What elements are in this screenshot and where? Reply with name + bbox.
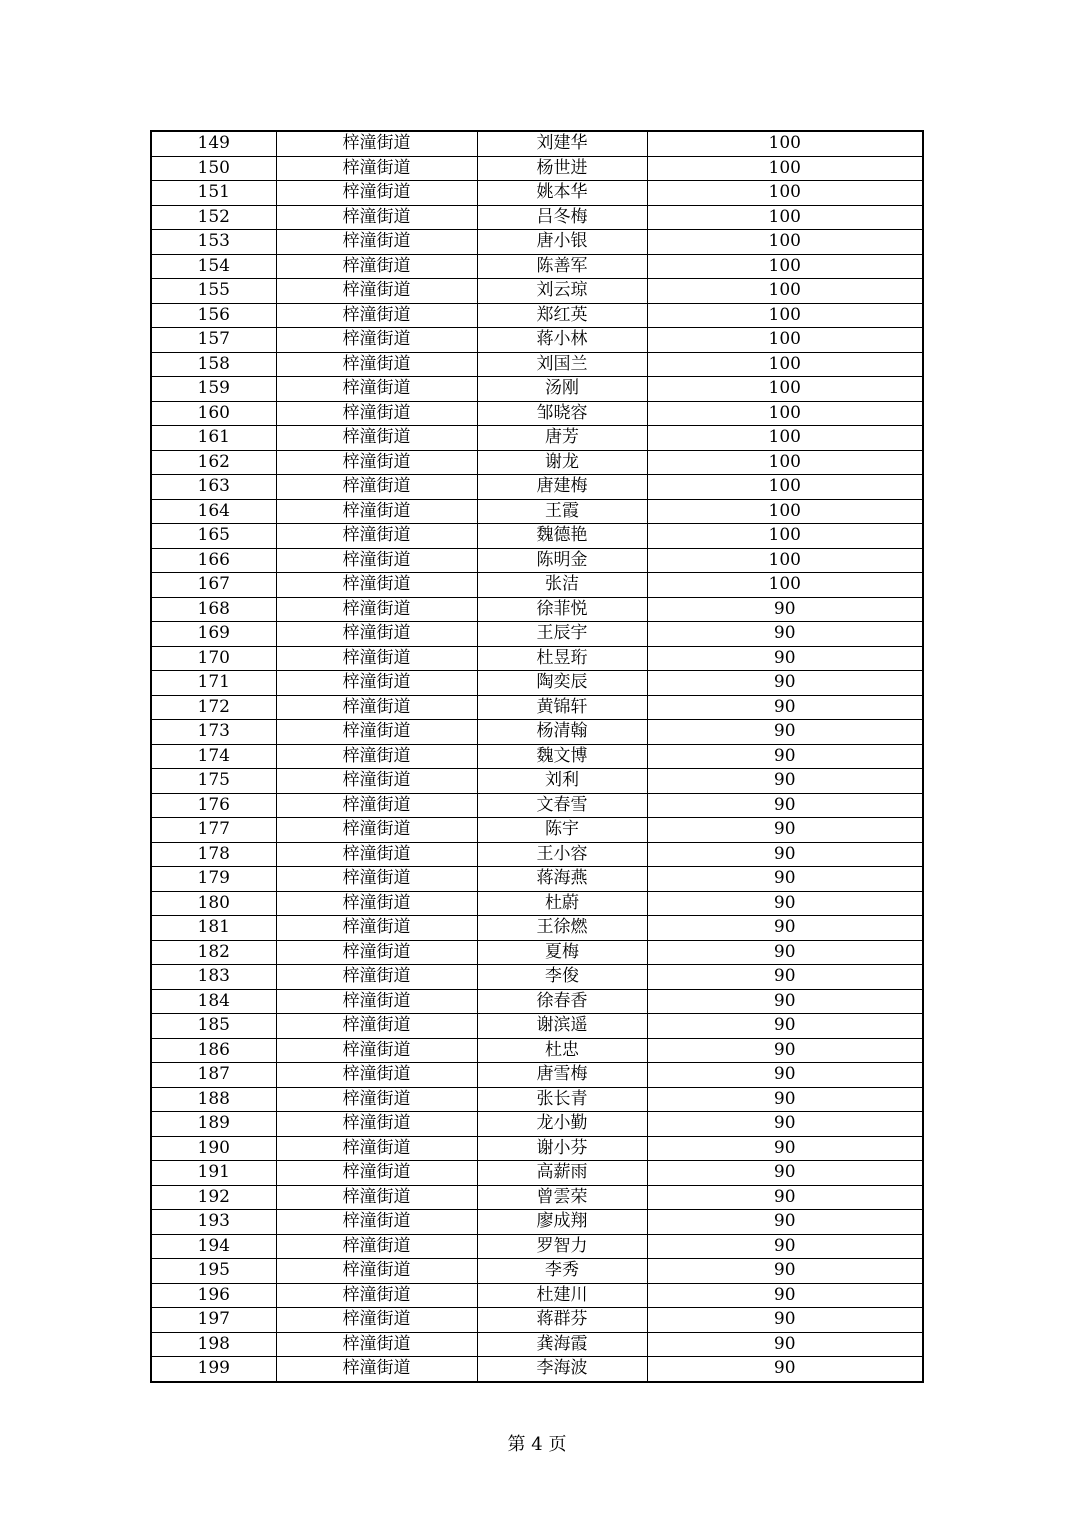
- name-cell: 刘云琼: [477, 279, 647, 304]
- table-row: [151, 916, 923, 941]
- amount-cell: 90: [647, 1283, 923, 1308]
- street-cell: 梓潼街道: [276, 352, 477, 377]
- name-cell: 蒋群芬: [477, 1308, 647, 1333]
- name-cell: 谢龙: [477, 450, 647, 475]
- name-cell: 徐春香: [477, 989, 647, 1014]
- row-number-cell: 151: [151, 181, 276, 206]
- name-cell: 杜蔚: [477, 891, 647, 916]
- amount-cell: 90: [647, 597, 923, 622]
- street-cell: 梓潼街道: [276, 1332, 477, 1357]
- name-cell: 魏德艳: [477, 524, 647, 549]
- name-cell: 李海波: [477, 1357, 647, 1382]
- street-cell: 梓潼街道: [276, 254, 477, 279]
- row-number-cell: 194: [151, 1234, 276, 1259]
- street-cell: 梓潼街道: [276, 1136, 477, 1161]
- amount-cell: 100: [647, 352, 923, 377]
- name-cell: 李俊: [477, 965, 647, 990]
- row-number-cell: 168: [151, 597, 276, 622]
- row-number-cell: 159: [151, 377, 276, 402]
- name-cell: 吕冬梅: [477, 205, 647, 230]
- row-number-cell: 199: [151, 1357, 276, 1382]
- street-cell: 梓潼街道: [276, 1087, 477, 1112]
- table-row: [151, 352, 923, 377]
- amount-cell: 100: [647, 279, 923, 304]
- street-cell: 梓潼街道: [276, 475, 477, 500]
- row-number-cell: 196: [151, 1283, 276, 1308]
- row-number-cell: 184: [151, 989, 276, 1014]
- street-cell: 梓潼街道: [276, 867, 477, 892]
- row-number-cell: 181: [151, 916, 276, 941]
- street-cell: 梓潼街道: [276, 499, 477, 524]
- street-cell: 梓潼街道: [276, 573, 477, 598]
- row-number-cell: 182: [151, 940, 276, 965]
- street-cell: 梓潼街道: [276, 279, 477, 304]
- amount-cell: 90: [647, 1161, 923, 1186]
- name-cell: 黄锦轩: [477, 695, 647, 720]
- table-row: [151, 1087, 923, 1112]
- table-row: [151, 1234, 923, 1259]
- table-row: [151, 524, 923, 549]
- table-row: [151, 1185, 923, 1210]
- amount-cell: 100: [647, 426, 923, 451]
- name-cell: 王小容: [477, 842, 647, 867]
- row-number-cell: 177: [151, 818, 276, 843]
- street-cell: 梓潼街道: [276, 131, 477, 156]
- table-row: [151, 1136, 923, 1161]
- amount-cell: 100: [647, 181, 923, 206]
- table-row: [151, 156, 923, 181]
- name-cell: 张洁: [477, 573, 647, 598]
- name-cell: 邹晓容: [477, 401, 647, 426]
- street-cell: 梓潼街道: [276, 426, 477, 451]
- name-cell: 曾雲荣: [477, 1185, 647, 1210]
- amount-cell: 90: [647, 842, 923, 867]
- row-number-cell: 179: [151, 867, 276, 892]
- row-number-cell: 174: [151, 744, 276, 769]
- amount-cell: 90: [647, 769, 923, 794]
- table-row: [151, 426, 923, 451]
- amount-cell: 90: [647, 916, 923, 941]
- row-number-cell: 195: [151, 1259, 276, 1284]
- table-row: [151, 1357, 923, 1382]
- table-row: [151, 1308, 923, 1333]
- amount-cell: 100: [647, 450, 923, 475]
- name-cell: 姚本华: [477, 181, 647, 206]
- table-row: [151, 573, 923, 598]
- street-cell: 梓潼街道: [276, 1210, 477, 1235]
- row-number-cell: 150: [151, 156, 276, 181]
- table-row: [151, 1038, 923, 1063]
- table-row: [151, 1014, 923, 1039]
- amount-cell: 90: [647, 695, 923, 720]
- table-row: [151, 475, 923, 500]
- table-row: [151, 891, 923, 916]
- street-cell: 梓潼街道: [276, 965, 477, 990]
- table-row: [151, 450, 923, 475]
- street-cell: 梓潼街道: [276, 1063, 477, 1088]
- table-row: [151, 1063, 923, 1088]
- table-row: [151, 989, 923, 1014]
- row-number-cell: 190: [151, 1136, 276, 1161]
- row-number-cell: 154: [151, 254, 276, 279]
- table-row: [151, 279, 923, 304]
- name-cell: 唐建梅: [477, 475, 647, 500]
- street-cell: 梓潼街道: [276, 891, 477, 916]
- table-row: [151, 1161, 923, 1186]
- table-row: [151, 1259, 923, 1284]
- row-number-cell: 176: [151, 793, 276, 818]
- amount-cell: 100: [647, 156, 923, 181]
- amount-cell: 100: [647, 548, 923, 573]
- name-cell: 唐雪梅: [477, 1063, 647, 1088]
- table-row: [151, 401, 923, 426]
- street-cell: 梓潼街道: [276, 1283, 477, 1308]
- row-number-cell: 186: [151, 1038, 276, 1063]
- amount-cell: 90: [647, 818, 923, 843]
- row-number-cell: 170: [151, 646, 276, 671]
- table-row: [151, 793, 923, 818]
- row-number-cell: 193: [151, 1210, 276, 1235]
- amount-cell: 90: [647, 989, 923, 1014]
- amount-cell: 90: [647, 1112, 923, 1137]
- street-cell: 梓潼街道: [276, 842, 477, 867]
- row-number-cell: 198: [151, 1332, 276, 1357]
- table-row: [151, 769, 923, 794]
- row-number-cell: 158: [151, 352, 276, 377]
- name-cell: 谢滨遥: [477, 1014, 647, 1039]
- name-cell: 谢小芬: [477, 1136, 647, 1161]
- row-number-cell: 178: [151, 842, 276, 867]
- table-row: [151, 328, 923, 353]
- row-number-cell: 149: [151, 131, 276, 156]
- amount-cell: 90: [647, 1038, 923, 1063]
- name-cell: 刘建华: [477, 131, 647, 156]
- row-number-cell: 180: [151, 891, 276, 916]
- table-row: [151, 303, 923, 328]
- row-number-cell: 171: [151, 671, 276, 696]
- name-cell: 蒋海燕: [477, 867, 647, 892]
- amount-cell: 90: [647, 622, 923, 647]
- table-row: [151, 548, 923, 573]
- amount-cell: 90: [647, 940, 923, 965]
- table-row: [151, 695, 923, 720]
- street-cell: 梓潼街道: [276, 401, 477, 426]
- street-cell: 梓潼街道: [276, 524, 477, 549]
- street-cell: 梓潼街道: [276, 597, 477, 622]
- amount-cell: 100: [647, 254, 923, 279]
- name-cell: 杜建川: [477, 1283, 647, 1308]
- name-cell: 杜昱珩: [477, 646, 647, 671]
- table-row: [151, 254, 923, 279]
- table-row: [151, 181, 923, 206]
- row-number-cell: 153: [151, 230, 276, 255]
- row-number-cell: 167: [151, 573, 276, 598]
- amount-cell: 90: [647, 867, 923, 892]
- name-cell: 汤刚: [477, 377, 647, 402]
- table-row: [151, 744, 923, 769]
- row-number-cell: 173: [151, 720, 276, 745]
- name-cell: 刘利: [477, 769, 647, 794]
- amount-cell: 90: [647, 1014, 923, 1039]
- name-cell: 唐芳: [477, 426, 647, 451]
- amount-cell: 90: [647, 1259, 923, 1284]
- street-cell: 梓潼街道: [276, 328, 477, 353]
- data-table: [150, 130, 924, 1383]
- amount-cell: 90: [647, 1210, 923, 1235]
- amount-cell: 90: [647, 744, 923, 769]
- amount-cell: 100: [647, 524, 923, 549]
- street-cell: 梓潼街道: [276, 1014, 477, 1039]
- street-cell: 梓潼街道: [276, 646, 477, 671]
- amount-cell: 90: [647, 793, 923, 818]
- name-cell: 杨世进: [477, 156, 647, 181]
- table-row: [151, 818, 923, 843]
- page-number: 第 4 页: [507, 1434, 567, 1455]
- row-number-cell: 161: [151, 426, 276, 451]
- table-row: [151, 646, 923, 671]
- row-number-cell: 197: [151, 1308, 276, 1333]
- street-cell: 梓潼街道: [276, 720, 477, 745]
- row-number-cell: 187: [151, 1063, 276, 1088]
- street-cell: 梓潼街道: [276, 818, 477, 843]
- amount-cell: 100: [647, 377, 923, 402]
- street-cell: 梓潼街道: [276, 156, 477, 181]
- street-cell: 梓潼街道: [276, 450, 477, 475]
- table-row: [151, 205, 923, 230]
- amount-cell: 90: [647, 720, 923, 745]
- row-number-cell: 165: [151, 524, 276, 549]
- amount-cell: 100: [647, 205, 923, 230]
- table-row: [151, 1332, 923, 1357]
- street-cell: 梓潼街道: [276, 1234, 477, 1259]
- name-cell: 唐小银: [477, 230, 647, 255]
- street-cell: 梓潼街道: [276, 769, 477, 794]
- street-cell: 梓潼街道: [276, 671, 477, 696]
- amount-cell: 100: [647, 499, 923, 524]
- street-cell: 梓潼街道: [276, 1259, 477, 1284]
- name-cell: 刘国兰: [477, 352, 647, 377]
- street-cell: 梓潼街道: [276, 1185, 477, 1210]
- table-row: [151, 131, 923, 156]
- amount-cell: 100: [647, 401, 923, 426]
- amount-cell: 100: [647, 573, 923, 598]
- table-body: [151, 131, 923, 1382]
- name-cell: 文春雪: [477, 793, 647, 818]
- row-number-cell: 185: [151, 1014, 276, 1039]
- name-cell: 王辰宇: [477, 622, 647, 647]
- street-cell: 梓潼街道: [276, 303, 477, 328]
- row-number-cell: 156: [151, 303, 276, 328]
- street-cell: 梓潼街道: [276, 230, 477, 255]
- row-number-cell: 188: [151, 1087, 276, 1112]
- row-number-cell: 175: [151, 769, 276, 794]
- street-cell: 梓潼街道: [276, 1161, 477, 1186]
- street-cell: 梓潼街道: [276, 205, 477, 230]
- amount-cell: 90: [647, 1332, 923, 1357]
- street-cell: 梓潼街道: [276, 1112, 477, 1137]
- name-cell: 徐菲悦: [477, 597, 647, 622]
- table-row: [151, 867, 923, 892]
- name-cell: 陈明金: [477, 548, 647, 573]
- street-cell: 梓潼街道: [276, 622, 477, 647]
- street-cell: 梓潼街道: [276, 744, 477, 769]
- table-row: [151, 1112, 923, 1137]
- row-number-cell: 169: [151, 622, 276, 647]
- name-cell: 高薪雨: [477, 1161, 647, 1186]
- table-row: [151, 597, 923, 622]
- row-number-cell: 157: [151, 328, 276, 353]
- row-number-cell: 163: [151, 475, 276, 500]
- amount-cell: 100: [647, 475, 923, 500]
- row-number-cell: 155: [151, 279, 276, 304]
- row-number-cell: 172: [151, 695, 276, 720]
- name-cell: 廖成翔: [477, 1210, 647, 1235]
- table-row: [151, 965, 923, 990]
- amount-cell: 90: [647, 965, 923, 990]
- row-number-cell: 162: [151, 450, 276, 475]
- amount-cell: 90: [647, 1308, 923, 1333]
- name-cell: 杜忠: [477, 1038, 647, 1063]
- name-cell: 龙小勤: [477, 1112, 647, 1137]
- table-row: [151, 671, 923, 696]
- amount-cell: 90: [647, 1185, 923, 1210]
- street-cell: 梓潼街道: [276, 989, 477, 1014]
- row-number-cell: 164: [151, 499, 276, 524]
- name-cell: 杨清翰: [477, 720, 647, 745]
- street-cell: 梓潼街道: [276, 377, 477, 402]
- table-row: [151, 499, 923, 524]
- amount-cell: 90: [647, 1087, 923, 1112]
- name-cell: 魏文博: [477, 744, 647, 769]
- row-number-cell: 152: [151, 205, 276, 230]
- row-number-cell: 183: [151, 965, 276, 990]
- name-cell: 王徐燃: [477, 916, 647, 941]
- name-cell: 蒋小林: [477, 328, 647, 353]
- street-cell: 梓潼街道: [276, 940, 477, 965]
- street-cell: 梓潼街道: [276, 548, 477, 573]
- amount-cell: 90: [647, 1136, 923, 1161]
- amount-cell: 90: [647, 646, 923, 671]
- name-cell: 李秀: [477, 1259, 647, 1284]
- name-cell: 龚海霞: [477, 1332, 647, 1357]
- name-cell: 陈宇: [477, 818, 647, 843]
- amount-cell: 100: [647, 230, 923, 255]
- row-number-cell: 166: [151, 548, 276, 573]
- name-cell: 王霞: [477, 499, 647, 524]
- amount-cell: 100: [647, 303, 923, 328]
- table-row: [151, 940, 923, 965]
- name-cell: 郑红英: [477, 303, 647, 328]
- table-row: [151, 842, 923, 867]
- amount-cell: 100: [647, 328, 923, 353]
- amount-cell: 90: [647, 891, 923, 916]
- amount-cell: 90: [647, 1234, 923, 1259]
- table-row: [151, 230, 923, 255]
- name-cell: 陶奕辰: [477, 671, 647, 696]
- table-row: [151, 1283, 923, 1308]
- street-cell: 梓潼街道: [276, 916, 477, 941]
- name-cell: 夏梅: [477, 940, 647, 965]
- name-cell: 罗智力: [477, 1234, 647, 1259]
- street-cell: 梓潼街道: [276, 1308, 477, 1333]
- street-cell: 梓潼街道: [276, 181, 477, 206]
- table-row: [151, 377, 923, 402]
- row-number-cell: 189: [151, 1112, 276, 1137]
- street-cell: 梓潼街道: [276, 1357, 477, 1382]
- amount-cell: 90: [647, 1357, 923, 1382]
- row-number-cell: 160: [151, 401, 276, 426]
- amount-cell: 90: [647, 1063, 923, 1088]
- name-cell: 陈善军: [477, 254, 647, 279]
- name-cell: 张长青: [477, 1087, 647, 1112]
- street-cell: 梓潼街道: [276, 1038, 477, 1063]
- amount-cell: 100: [647, 131, 923, 156]
- row-number-cell: 191: [151, 1161, 276, 1186]
- street-cell: 梓潼街道: [276, 695, 477, 720]
- amount-cell: 90: [647, 671, 923, 696]
- table-row: [151, 720, 923, 745]
- row-number-cell: 192: [151, 1185, 276, 1210]
- table-row: [151, 622, 923, 647]
- street-cell: 梓潼街道: [276, 793, 477, 818]
- table-row: [151, 1210, 923, 1235]
